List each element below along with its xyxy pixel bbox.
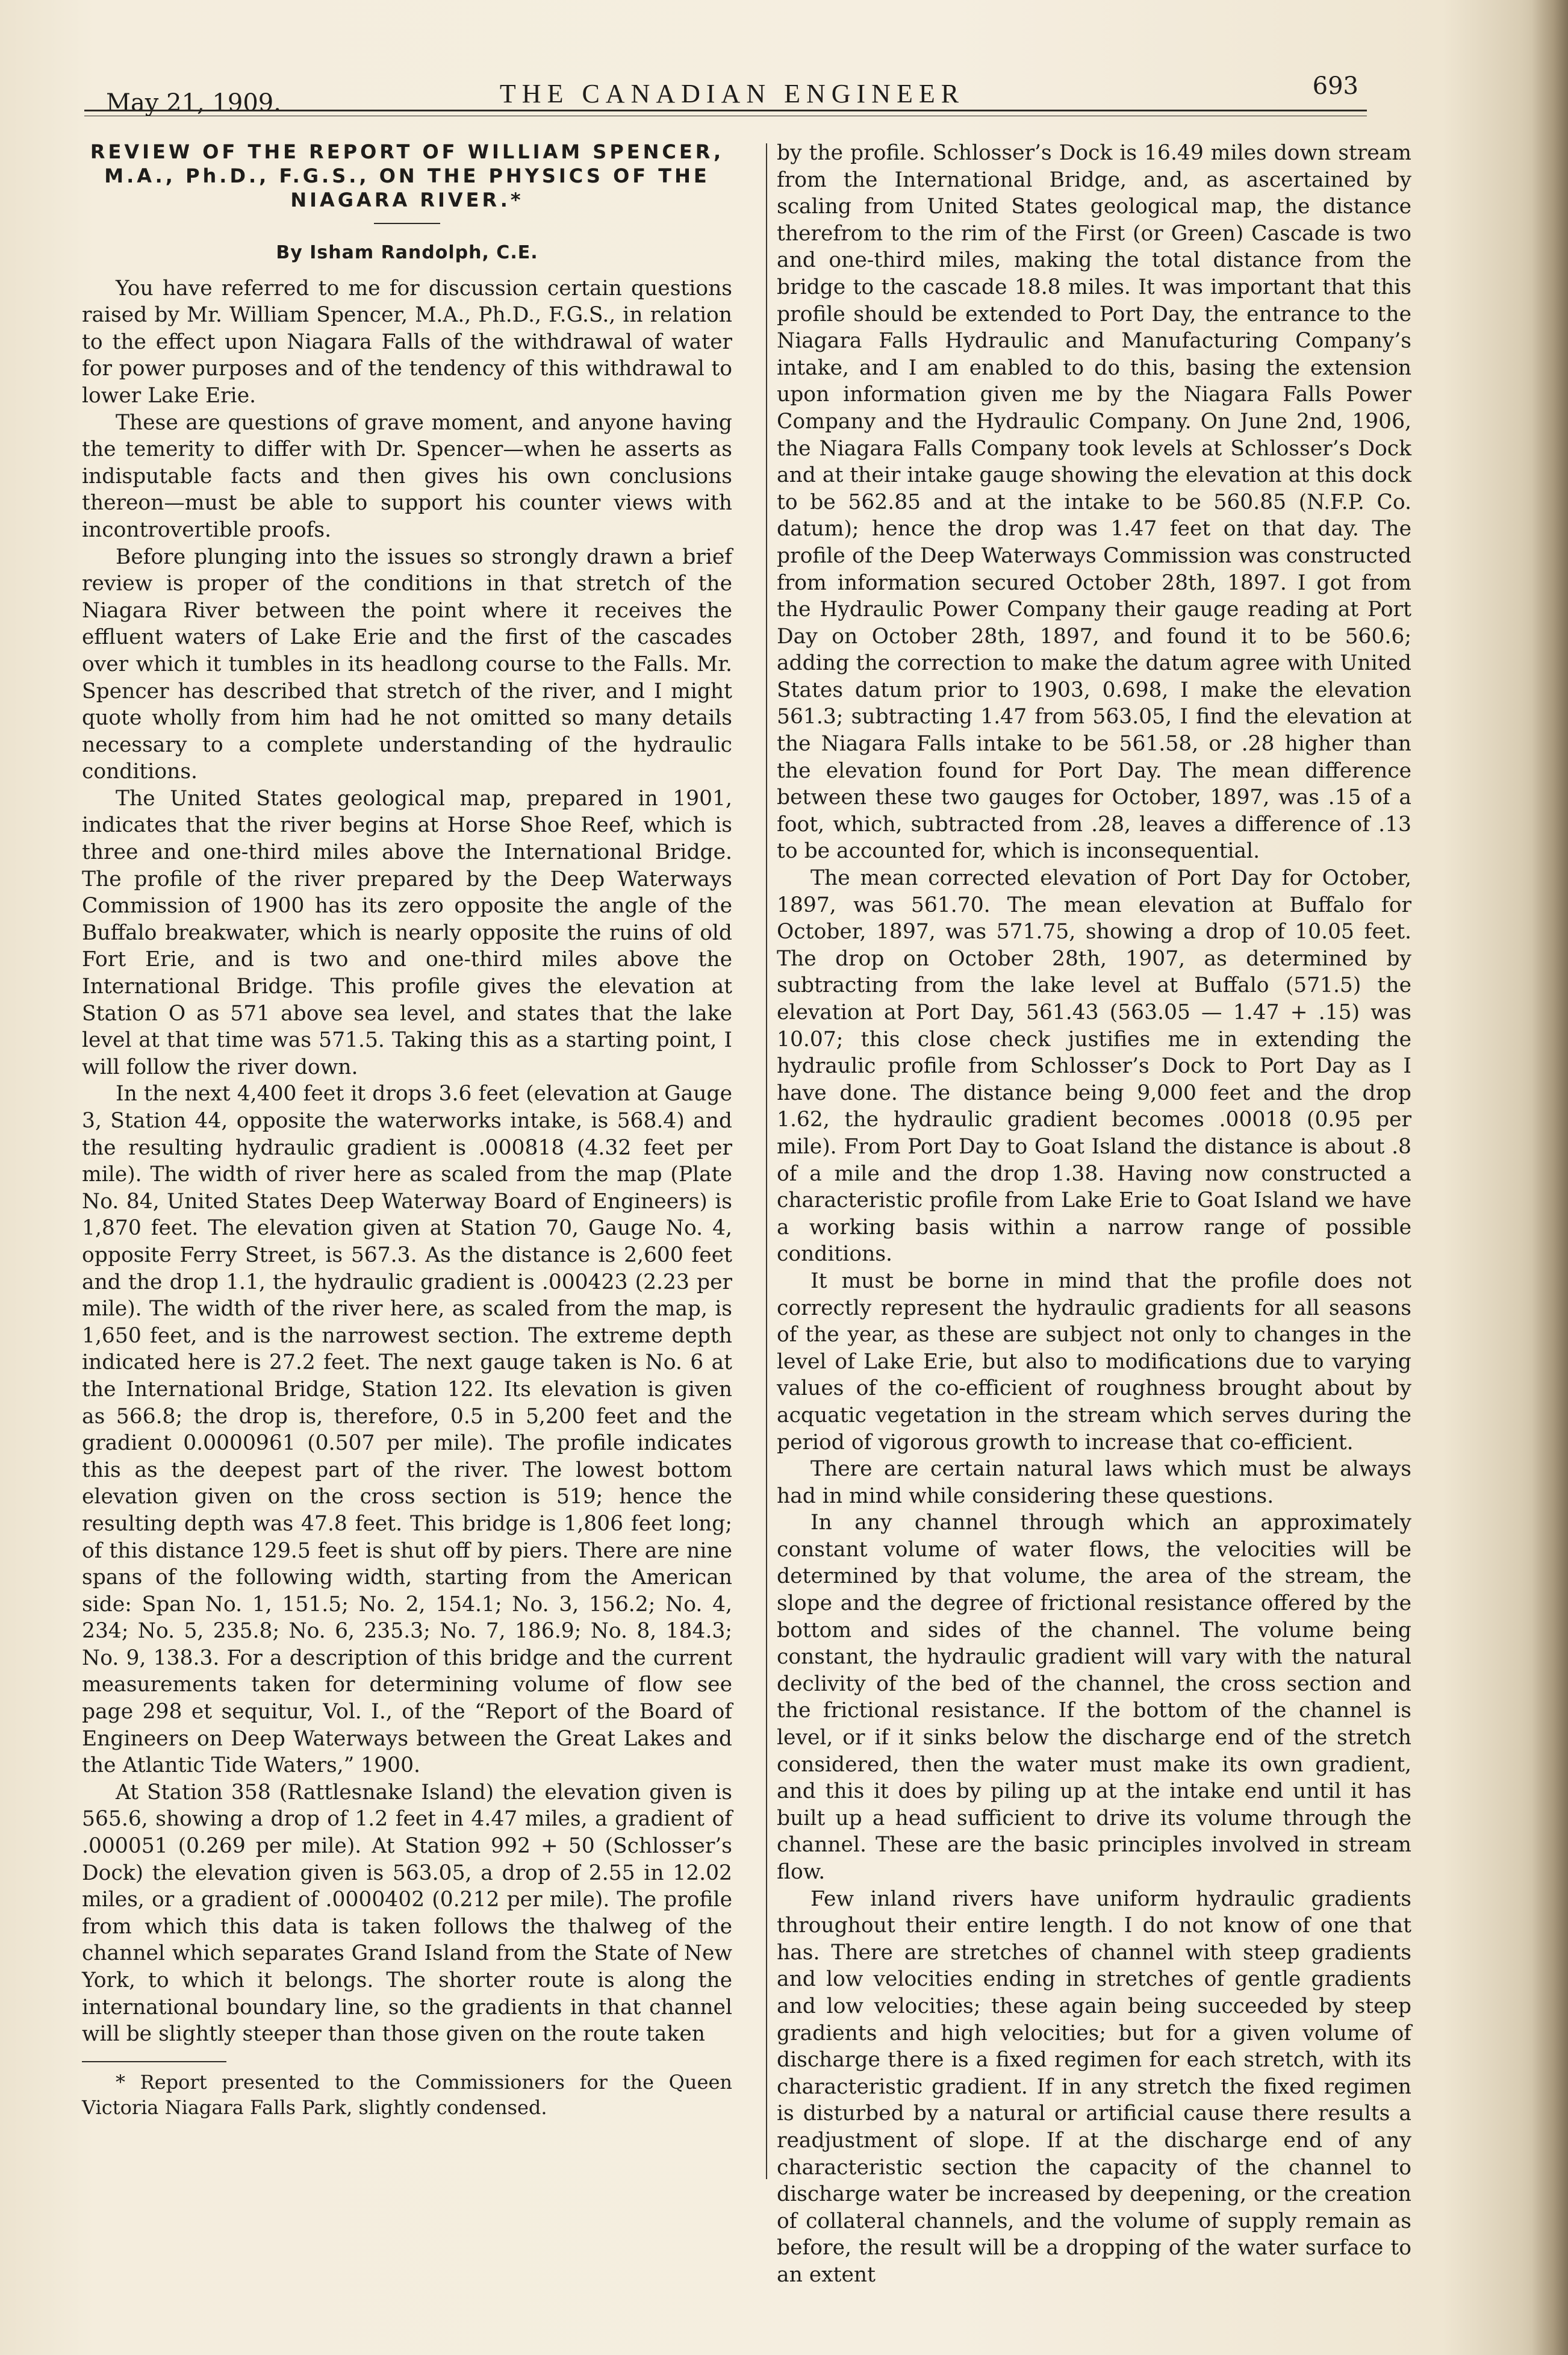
page-binding-shadow: [1532, 0, 1568, 2355]
paragraph: The United States geological map, prepared in 1901, indicates that the river begins at Horse Shoe Reef, which is three and one-third miles above the International Bridge. The profile of the river prepared by the Deep Waterways Commission of 1900 has its zero opposite the angle of the Buffalo breakwater, which is nearly opposite the ruins of old Fort Erie, and is two and one-third miles above the International Bridge. This profile gives the elevation at Station O as 571 above sea level, and states that the lake level at that time was 571.5. Taking this as a starting point, I will follow the river down.: [82, 786, 732, 1079]
paragraph: You have referred to me for discussion certain questions raised by Mr. William Spencer, M.A., Ph.D., F.G.S., in relation to the effect upon Niagara Falls of the withdrawal of water for power purposes and of the tendency of this withdrawal to lower Lake Erie.: [82, 276, 732, 408]
paragraph: The mean corrected elevation of Port Day for October, 1897, was 561.70. The mean elevation at Buffalo for October, 1897, was 571.75, showing a drop of 10.05 feet. The drop on October 28th, 1907, as determined by subtracting from the lake level at Buffalo (571.5) the elevation at Port Day, 561.43 (563.05 — 1.47 + .15) was 10.07; this close check justifies me in extending the hydraulic profile from Schlosser’s Dock to Port Day as I have done. The distance being 9,000 feet and the drop 1.62, the hydraulic gradient becomes .00018 (0.95 per mile). From Port Day to Goat Island the distance is about .8 of a mile and the drop 1.38. Having now constructed a characteristic profile from Lake Erie to Goat Island we have a working basis within a narrow range of possible conditions.: [777, 866, 1411, 1267]
paragraph: Few inland rivers have uniform hydraulic gradients throughout their entire length. I do not know of one that has. There are stretches of channel with steep gradients and low velocities ending in stretches of gentle gradients and low velocities; these again being succeeded by steep gradients and high velocities; but for a given volume of discharge there is a fixed regimen for each stretch, with its characteristic gradient. If in any stretch the fixed regimen is disturbed by a natural or artificial cause there results a readjustment of slope. If at the discharge end of any characteristic section the capacity of the channel to discharge water be increased by deepening, or the creation of collateral channels, and the volume of supply remain as before, the result will be a dropping of the water surface to an extent: [777, 1886, 1411, 2287]
paragraph: by the profile. Schlosser’s Dock is 16.49 miles down stream from the International Bridge, and, as ascertained by scaling from United States geological map, the distance therefrom to the rim of the First (or Green) Cascade is two and one-third miles, making the total distance from the bridge to the cascade 18.8 miles. It was important that this profile should be extended to Port Day, the entrance to the Niagara Falls Hydraulic and Manufacturing Company’s intake, and I am enabled to do this, basing the extension upon information given me by the Niagara Falls Power Company and the Hydraulic Company. On June 2nd, 1906, the Niagara Falls Company took levels at Schlosser’s Dock and at their intake gauge showing the elevation at this dock to be 562.85 and at the intake to be 560.85 (N.F.P. Co. datum); hence the drop was 1.47 feet on that day. The profile of the Deep Waterways Commission was constructed from information secured October 28th, 1897. I got from the Hydraulic Power Company their gauge reading at Port Day on October 28th, 1897, and found it to be 560.6; adding the correction to make the datum agree with United States datum prior to 1903, 0.698, I make the elevation 561.3; subtracting 1.47 from 563.05, I find the elevation at the Niagara Falls intake to be 561.58, or .28 higher than the elevation found for Port Day. The mean difference between these two gauges for October, 1897, was .15 of a foot, which, subtracted from .28, leaves a difference of .13 to be accounted for, which is inconsequential.: [777, 141, 1411, 864]
paragraph: In the next 4,400 feet it drops 3.6 feet (elevation at Gauge 3, Station 44, opposite the waterworks intake, is 568.4) and the resulting hydraulic gradient is .000818 (4.32 feet per mile). The width of river here as scaled from the map (Plate No. 84, United States Deep Waterway Board of Engineers) is 1,870 feet. The elevation given at Station 70, Gauge No. 4, opposite Ferry Street, is 567.3. As the distance is 2,600 feet and the drop 1.1, the hydraulic gradient is .000423 (2.23 per mile). The width of the river here, as scaled from the map, is 1,650 feet, and is the narrowest section. The extreme depth indicated here is 27.2 feet. The next gauge taken is No. 6 at the International Bridge, Station 122. Its elevation is given as 566.8; the drop is, therefore, 0.5 in 5,200 feet and the gradient 0.0000961 (0.507 per mile). The profile indicates this as the deepest part of the river. The lowest bottom elevation given on the cross section is 519; hence the resulting depth was 47.8 feet. This bridge is 1,806 feet long; of this distance 129.5 feet is shut off by piers. There are nine spans of the following width, starting from the American side: Span No. 1, 151.5; No. 2, 154.1; No. 3, 156.2; No. 4, 234; No. 5, 235.8; No. 6, 235.3; No. 7, 186.9; No. 8, 184.3; No. 9, 138.3. For a description of this bridge and the current measurements taken for determining volume of flow see page 298 et sequitur, Vol. I., of the “Report of the Board of Engineers on Deep Waterways between the Great Lakes and the Atlantic Tide Waters,” 1900.: [82, 1082, 732, 1778]
header-rule: [84, 110, 1367, 111]
left-column: [82, 140, 732, 2120]
paragraph: At Station 358 (Rattlesnake Island) the elevation given is 565.6, showing a drop of 1.2 feet in 4.47 miles, a gradient of .000051 (0.269 per mile). At Station 992 + 50 (Schlosser’s Dock) the elevation given is 563.05, a drop of 2.55 in 12.02 miles, or a gradient of .0000402 (0.212 per mile). The profile from which this data is taken follows the thalweg of the channel which separates Grand Island from the State of New York, to which it belongs. The shorter route is along the international boundary line, so the gradients in that channel will be slightly steeper than those given on the route taken: [82, 1780, 732, 2047]
paragraph: It must be borne in mind that the profile does not correctly represent the hydraulic gradients for all seasons of the year, as these are subject not only to changes in the level of Lake Erie, but also to modifications due to varying values of the co-efficient of roughness brought about by acquatic vegetation in the stream which serves during the period of vigorous growth to increase that co-efficient.: [777, 1268, 1411, 1455]
journal-masthead: THE CANADIAN ENGINEER: [499, 79, 965, 108]
paragraph: There are certain natural laws which must be always had in mind while considering these questions.: [777, 1457, 1411, 1508]
page-header: [106, 72, 1358, 120]
paragraph: Before plunging into the issues so strongly drawn a brief review is proper of the conditions in that stretch of the Niagara River between the point where it receives the effluent waters of Lake Erie and the first of the cascades over which it tumbles in its headlong course to the Falls. Mr. Spencer has described that stretch of the river, and I might quote wholly from him had he not omitted so many details necessary to a complete understanding of the hydraulic conditions.: [82, 544, 732, 784]
right-column: [777, 140, 1411, 2289]
issue-date: May 21, 1909.: [106, 89, 281, 117]
paragraph: In any channel through which an approximately constant volume of water flows, the velocities will be determined by that volume, the area of the stream, the slope and the degree of frictional resistance offered by the bottom and sides of the channel. The volume being constant, the hydraulic gradient will vary with the natural declivity of the bed of the channel, the cross section and the frictional resistance. If the bottom of the channel is level, or if it sinks below the discharge end of the stretch considered, then the water must make its own gradient, and this it does by piling up at the intake end until it has built up a head sufficient to drive its volume through the channel. These are the basic principles involved in stream flow.: [777, 1511, 1411, 1884]
footnote-rule: [82, 2061, 226, 2062]
paragraph: These are questions of grave moment, and anyone having the temerity to differ with Dr. Spencer—when he asserts as indisputable facts and then gives his own conclusions thereon—must be able to support his counter views with incontrovertible proofs.: [82, 410, 732, 542]
column-divider: [766, 143, 767, 2179]
article-byline: By Isham Randolph, C.E.: [276, 242, 538, 263]
footnote: * Report presented to the Commissioners for the Queen Victoria Niagara Falls Park, slightly condensed.: [82, 2070, 732, 2119]
title-rule: [374, 223, 440, 224]
article-title: REVIEW OF THE REPORT OF WILLIAM SPENCER, M.A., Ph.D., F.G.S., ON THE PHYSICS OF THE NIAGARA RIVER.*: [90, 140, 724, 211]
page-number: 693: [1312, 72, 1358, 100]
